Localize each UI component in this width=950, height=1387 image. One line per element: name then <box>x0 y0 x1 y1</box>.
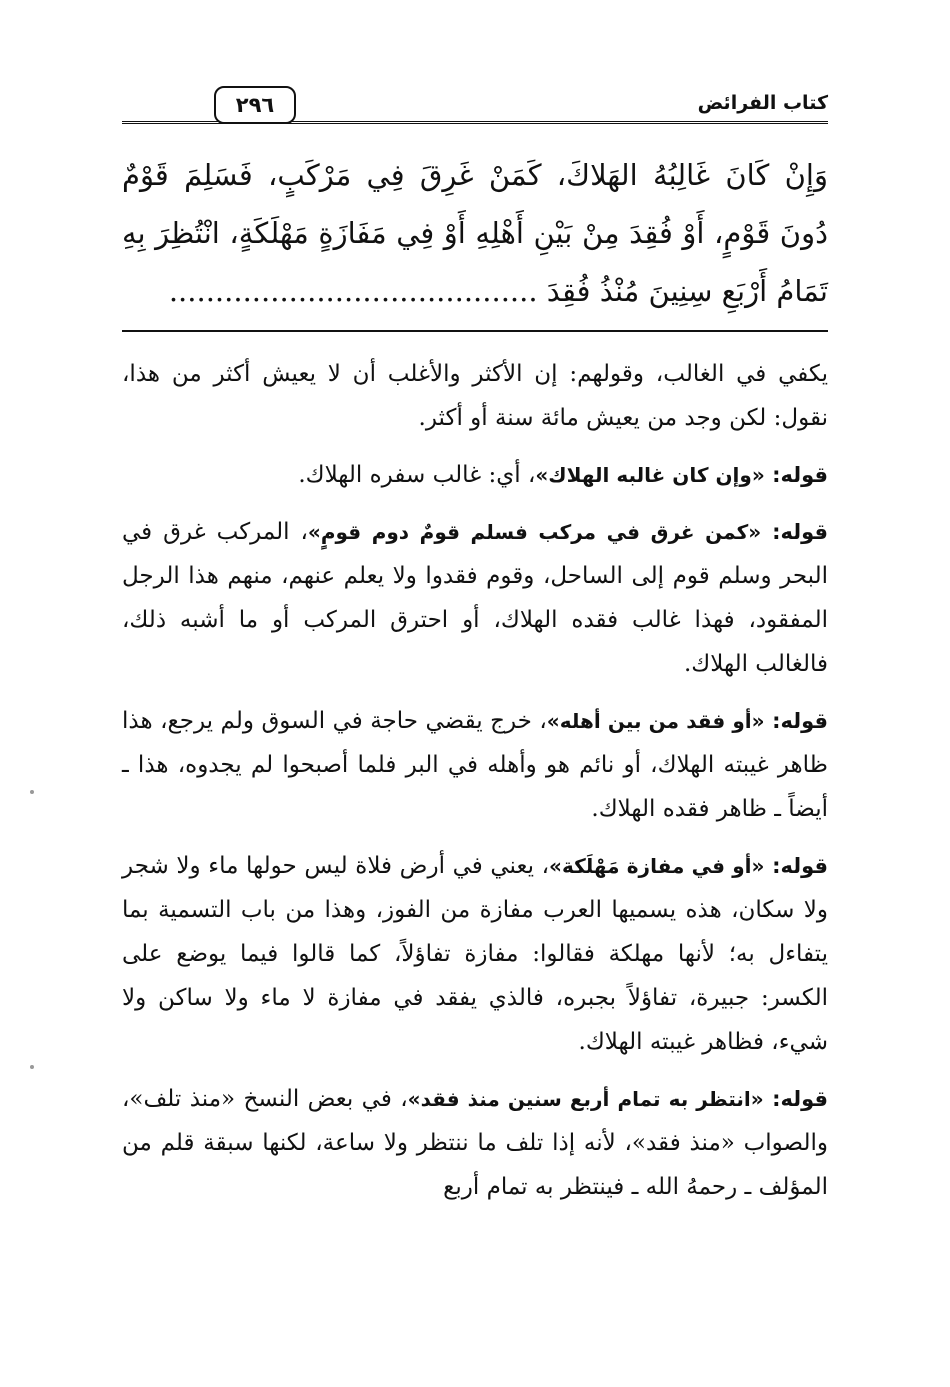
page-header <box>122 86 828 130</box>
commentary-text: يكفي في الغالب، وقولهم: إن الأكثر والأغلب أن لا يعيش أكثر من هذا، نقول: لكن وجد من يعيش مائة سنة أو أكثر. <box>122 361 828 431</box>
commentary-text: ، في بعض النسخ «منذ تلف»، والصواب «منذ فقد»، لأنه إذا تلف ما ننتظر ولا ساعة، لكنها سبقة قلم من المؤلف ـ رحمهُ الله ـ فينتظر به تمام أربع <box>122 1086 828 1200</box>
matn-paragraph: وَإِنْ كَانَ غَالِبُهُ الهَلاكَ، كَمَنْ غَرِقَ فِي مَرْكَبٍ، فَسَلِمَ قَوْمٌ دُونَ قَوْمٍ، أَوْ فُقِدَ مِنْ بَيْنِ أَهْلِهِ أَوْ فِي مَفَازَةٍ مَهْلَكَةٍ، انْتُظِرَ بِهِ تَمَامُ أَرْبَعِ سِنِينَ مُنْذُ فُقِدَ ........................................ <box>122 158 828 308</box>
commentary-quote: «أو في مفازة مَهْلَكة» <box>549 854 765 878</box>
margin-mark <box>30 790 34 794</box>
book-title: كتاب الفرائض <box>697 92 828 114</box>
commentary-paragraph <box>122 453 828 497</box>
commentary-quote: «انتظر به تمام أربع سنين منذ فقد» <box>407 1087 764 1111</box>
commentary-paragraph <box>122 844 828 1064</box>
commentary-lead: قوله: <box>772 1087 828 1111</box>
commentary-lead: قوله: <box>772 463 828 487</box>
commentary-text: ، أي: غالب سفره الهلاك. <box>298 462 536 488</box>
margin-mark <box>30 1065 34 1069</box>
commentary-text: ، المركب غرق في البحر وسلم قوم إلى الساحل، وقوم فقدوا ولا يعلم عنهم، منهم هذا الرجل المفقود، فهذا غالب فقده الهلاك، أو احترق المركب أو ما أشبه ذلك، فالغالب الهلاك. <box>122 519 828 677</box>
commentary-text: ، يعني في أرض فلاة ليس حولها ماء ولا شجر ولا سكان، هذه يسميها العرب مفازة من الفوز، وهذا من باب التسمية بما يتفاءل به؛ لأنها مهلكة فقالوا: مفازة تفاؤلاً، كما قالوا فيما يوضع على الكسر: جبيرة، تفاؤلاً بجبره، فالذي يفقد في مفازة لا ماء ولا ساكن ولا شيء، فظاهر غيبته الهلاك. <box>122 853 828 1055</box>
commentary-lead: قوله: <box>772 520 829 544</box>
matn-divider <box>122 330 828 332</box>
commentary-paragraph <box>122 699 828 831</box>
commentary-text: ، خرج يقضي حاجة في السوق ولم يرجع، هذا ظاهر غيبته الهلاك، أو نائم هو وأهله في البر فلما أصبحوا لم يجدوه، هذا ـ أيضاً ـ ظاهر فقده الهلاك. <box>122 708 828 822</box>
commentary-lead: قوله: <box>772 709 829 733</box>
commentary-quote: «أو فقد من بين أهله» <box>546 709 765 733</box>
commentary-paragraph <box>122 352 828 440</box>
matn-text-block <box>122 146 828 320</box>
commentary-quote: «وإن كان غالبه الهلاك» <box>535 463 765 487</box>
page-number: ٢٩٦ <box>214 86 296 124</box>
commentary-paragraph <box>122 510 828 686</box>
commentary-quote: «كمن غرق في مركب فسلم قومٌ دوم قومٍ» <box>307 520 762 544</box>
commentary-block <box>122 352 828 1222</box>
commentary-paragraph <box>122 1077 828 1209</box>
commentary-lead: قوله: <box>772 854 829 878</box>
